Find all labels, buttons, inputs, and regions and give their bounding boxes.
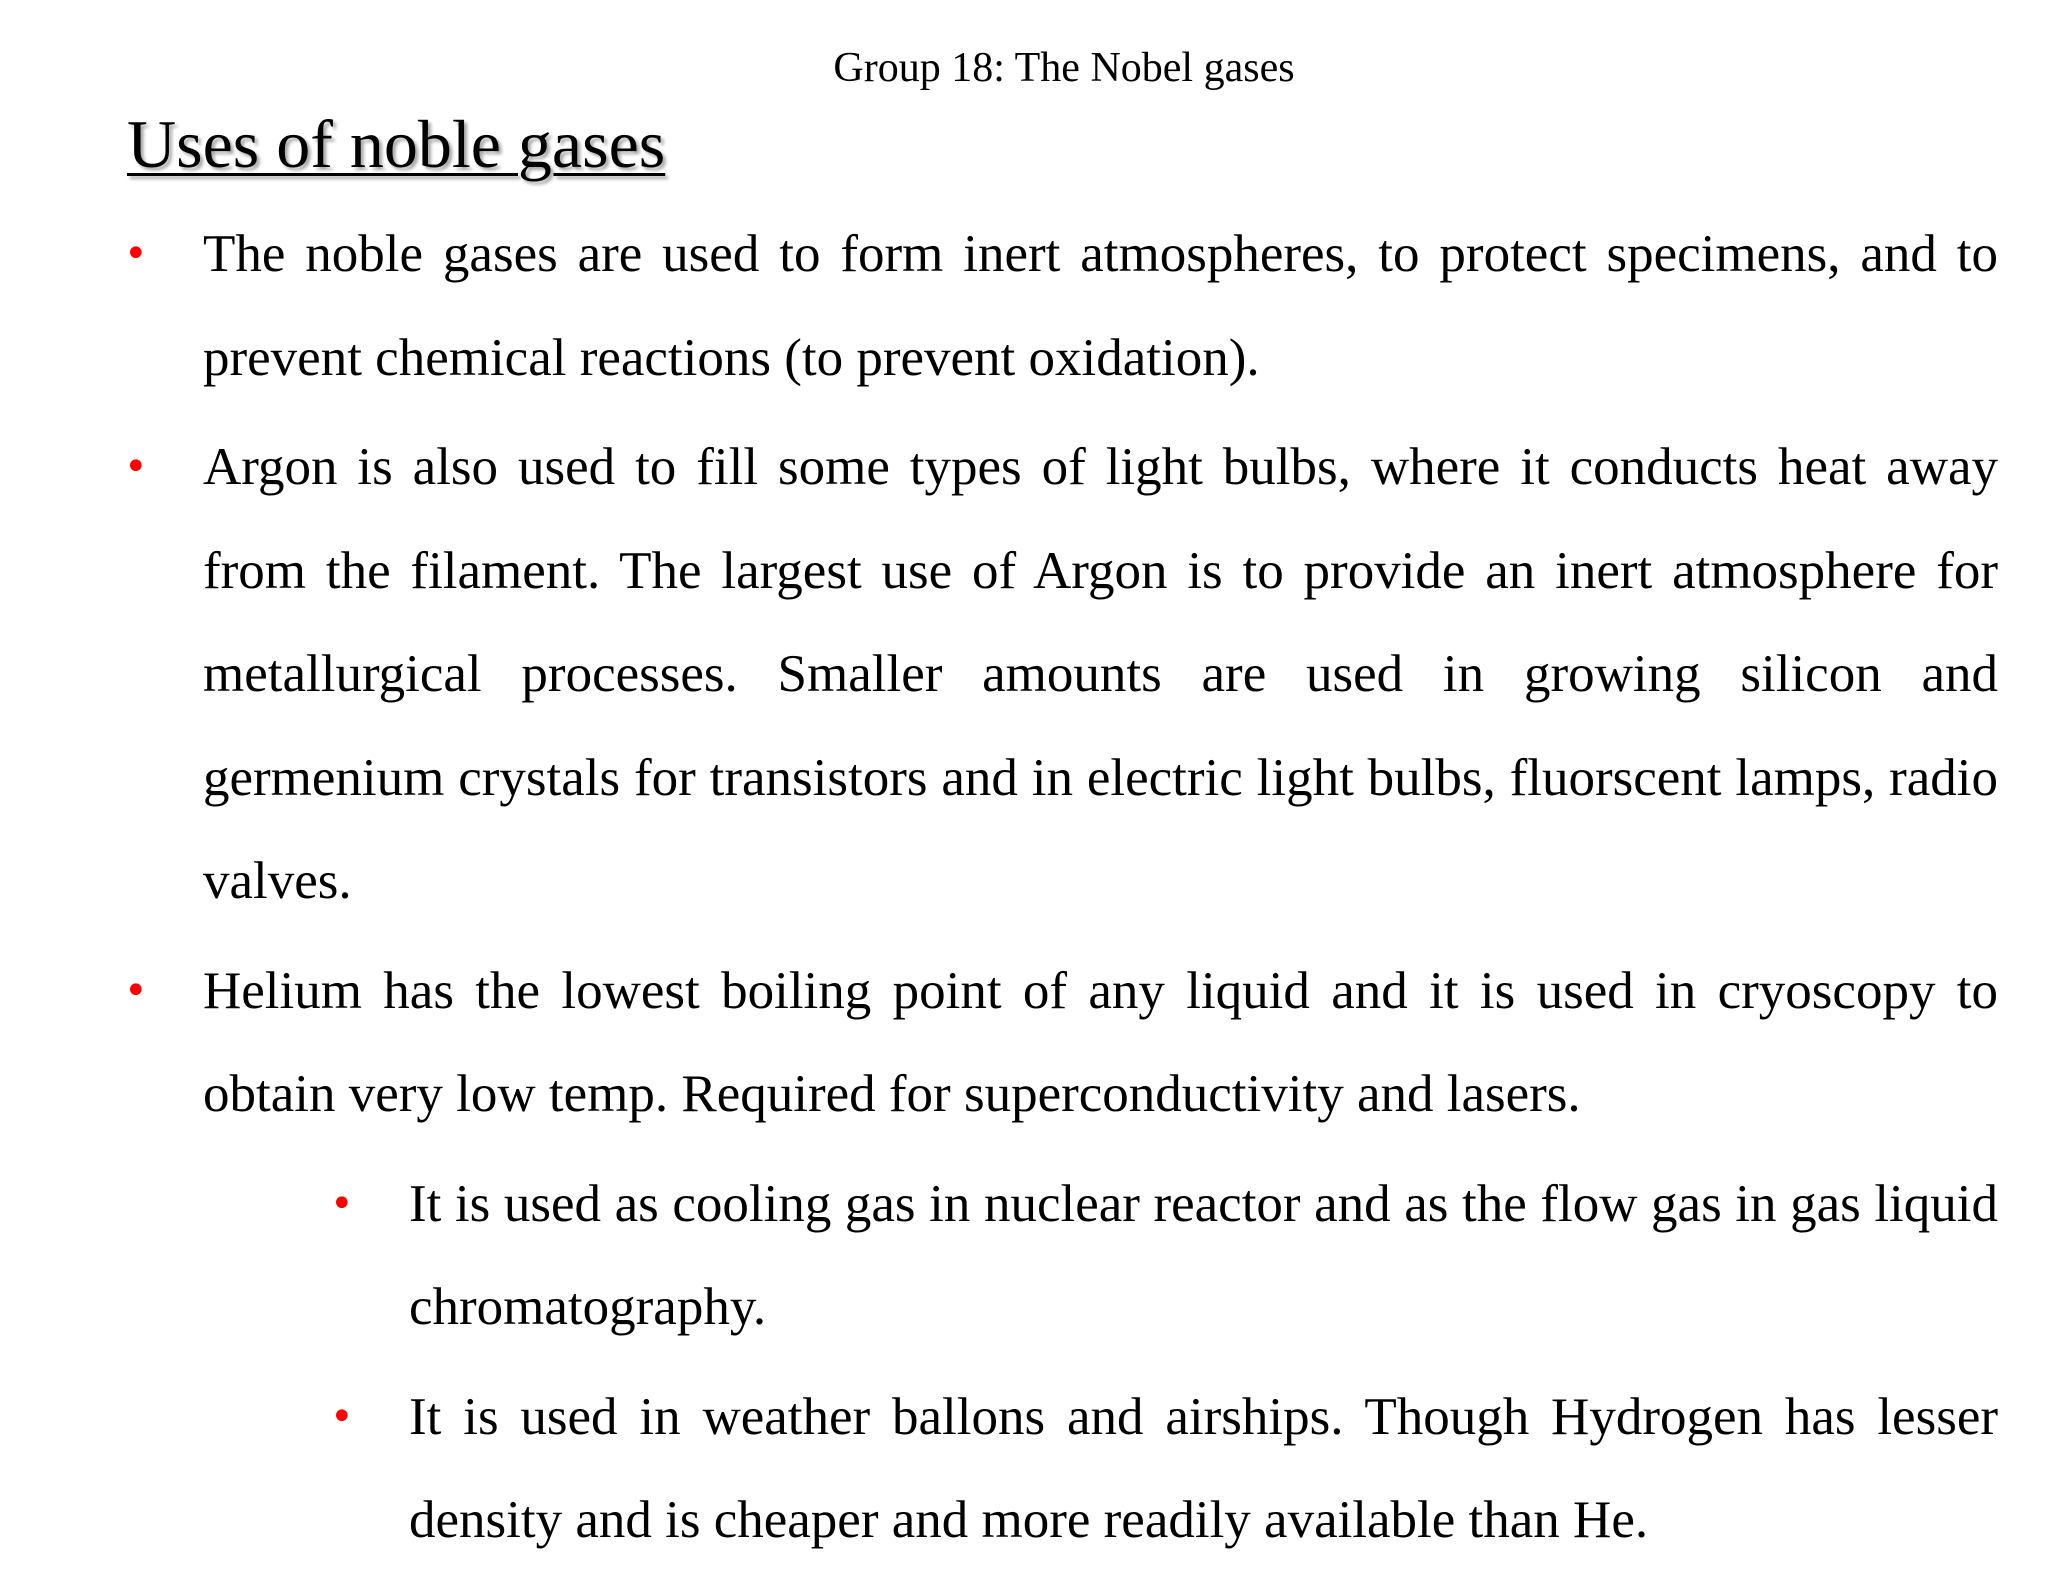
bullet-icon: • (124, 231, 148, 277)
sub-bullet-icon: • (330, 1180, 354, 1227)
bullet-icon: • (124, 444, 148, 490)
bullet-text: The noble gases are used to form inert atmospheres, to protect specimens, and to prevent chemical reactions (to prevent oxidation). (203, 225, 1998, 387)
bullet-text: It is used as cooling gas in nuclear reactor and as the flow gas in gas liquid chromatography. (409, 1174, 1998, 1336)
bullet-list (0, 203, 2048, 1579)
bullet-icon: • (124, 967, 148, 1014)
bullet-text: Helium has the lowest boiling point of any liquid and it is used in cryoscopy to obtain very low temp. Required for superconductivity and lasers. (203, 961, 1998, 1123)
bullet-text: Argon is also used to fill some types of light bulbs, where it conducts heat away from the filament. The largest use of Argon is to provide an inert atmosphere for metallurgical processes. Smaller amounts are used in growing silicon and germenium crystals for transistors and in electric light bulbs, fluorscent lamps, radio valves. (203, 438, 1998, 910)
bullet-text: It is used in weather ballons and airships. Though Hydrogen has lesser density and is cheaper and more readily available than He. (409, 1387, 1998, 1549)
bullet-item-argon (124, 416, 1998, 934)
sub-bullet-item-cooling-gas (330, 1153, 1998, 1360)
bullet-item-helium (124, 940, 1998, 1147)
bullet-item-inert-atmospheres (124, 203, 1998, 410)
sub-bullet-icon: • (330, 1393, 354, 1440)
slide-header: Group 18: The Nobel gases (833, 45, 1295, 91)
slide-title: Uses of noble gases (127, 106, 666, 182)
sub-bullet-item-weather-ballons (330, 1366, 1998, 1573)
